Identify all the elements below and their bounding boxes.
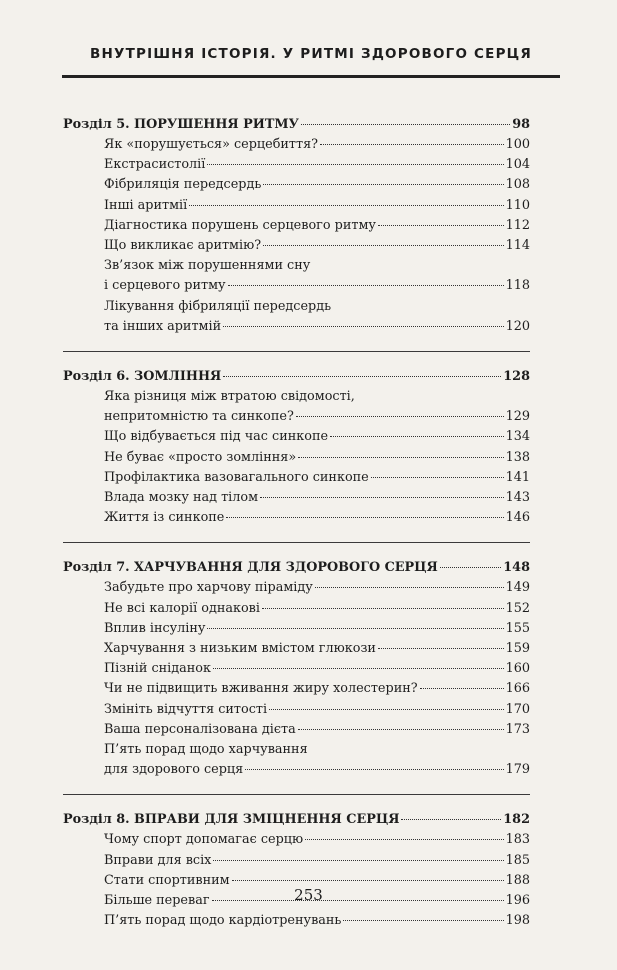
dot-leader [245,769,503,770]
chapter-divider [63,542,530,543]
toc-entry [63,488,530,508]
dot-leader [343,920,503,921]
toc-entry-title: Вплив інсуліну [104,620,206,636]
toc-entry [63,508,530,528]
toc-entry [63,700,530,720]
dot-leader [189,205,503,206]
toc-entry-page: 185 [505,852,530,868]
chapter-heading [63,366,530,387]
toc-entry [63,720,530,740]
toc-entry-title: Інші аритмії [104,197,188,213]
toc-entry-page: 128 [503,369,530,385]
toc-entry-title: Не буває «просто зомління» [104,449,297,465]
toc-entry [63,578,530,598]
toc-entry-title: Чи не підвищить вживання жиру холестерин? [104,681,418,697]
page-number: 253 [294,886,323,904]
dot-leader [298,457,503,458]
toc-entry-title: і серцевого ритму [104,278,226,294]
toc-entry-title: Стати спортивним [104,872,230,888]
running-header: ВНУТРІШНЯ ІСТОРІЯ. У РИТМІ ЗДОРОВОГО СЕРЦЯ [90,46,532,62]
toc-entry-page: 196 [505,893,530,909]
toc-entry-page: 141 [505,469,530,485]
toc-entry [63,619,530,639]
toc-entry-page: 129 [505,409,530,425]
toc-entry-title: Не всі калорії однакові [104,600,260,616]
dot-leader [305,839,503,840]
dot-leader [262,608,504,609]
dot-leader [207,164,503,165]
toc-entry-title-line1: П’ять порад щодо харчування [104,742,308,758]
toc-entry-page: 104 [505,157,530,173]
toc-entry-title: Що викликає аритмію? [104,238,262,254]
toc-entry-title: Більше переваг [104,893,210,909]
toc-entry-title: Фібриляція передсердь [104,177,262,193]
dot-leader [260,497,504,498]
toc-entry-page: 183 [505,832,530,848]
toc-entry-title: Ваша персоналізована дієта [104,721,296,737]
toc-entry-page: 198 [505,913,530,929]
dot-leader [371,477,504,478]
toc-entry-page: 120 [505,318,530,334]
chapter-divider [63,794,530,795]
toc-entry-title: для здорового серця [104,762,244,778]
toc-entry [63,851,530,871]
toc-entry-title: Розділ 6. ЗОМЛІННЯ [63,369,222,385]
toc-entry-page: 108 [505,177,530,193]
toc-entry-title: Профілактика вазовагального синкопе [104,469,369,485]
toc-entry-title: Чому спорт допомагає серцю [104,832,304,848]
toc-entry-title: Розділ 8. ВПРАВИ ДЛЯ ЗМІЦНЕННЯ СЕРЦЯ [63,812,400,828]
toc-entry-page: 170 [505,701,530,717]
toc-entry-title: Змініть відчуття ситості [104,701,268,717]
dot-leader [223,376,501,377]
dot-leader [213,860,503,861]
chapter-block [63,114,530,337]
toc-entry [63,468,530,488]
toc-entry-multiline [63,740,530,780]
toc-entry-title: П’ять порад щодо кардіотренувань [104,913,342,929]
toc-entry-title: Влада мозку над тілом [104,490,259,506]
toc-entry-title: Забудьте про харчову піраміду [104,580,313,596]
toc-entry-page: 159 [505,641,530,657]
toc-entry [63,175,530,195]
toc-entry [63,196,530,216]
dot-leader [301,124,510,125]
table-of-contents [63,114,530,946]
dot-leader [263,184,503,185]
toc-entry-page: 114 [505,238,530,254]
toc-entry-page: 138 [505,449,530,465]
toc-entry [63,830,530,850]
toc-entry-title: Життя із синкопе [104,510,225,526]
dot-leader [320,144,504,145]
toc-entry-page: 155 [505,620,530,636]
dot-leader [378,648,504,649]
toc-entry-title: Що відбувається під час синкопе [104,429,329,445]
toc-entry-page: 182 [503,812,530,828]
dot-leader [269,709,504,710]
toc-entry-title-line1: Яка різниця між втратою свідомості, [104,389,355,405]
toc-entry [63,427,530,447]
toc-entry [63,639,530,659]
toc-entry-page: 118 [505,278,530,294]
dot-leader [223,326,503,327]
toc-entry-page: 146 [505,510,530,526]
toc-entry [63,679,530,699]
dot-leader [207,628,503,629]
dot-leader [228,285,504,286]
toc-entry-page: 134 [505,429,530,445]
chapter-block [63,557,530,780]
dot-leader [263,245,503,246]
toc-entry-title: Діагностика порушень серцевого ритму [104,217,376,233]
dot-leader [420,688,504,689]
chapter-heading [63,557,530,578]
toc-entry-page: 179 [505,762,530,778]
toc-entry-title: Пізній сніданок [104,661,211,677]
toc-entry-page: 166 [505,681,530,697]
toc-entry-title: Розділ 7. ХАРЧУВАННЯ ДЛЯ ЗДОРОВОГО СЕРЦЯ [63,560,438,576]
toc-entry-page: 100 [505,137,530,152]
toc-entry-page: 149 [505,580,530,596]
toc-entry-page: 110 [505,197,530,213]
toc-entry [104,276,530,296]
toc-entry-page: 152 [505,600,530,616]
toc-entry [63,135,530,155]
toc-entry [104,760,530,780]
toc-entry [63,216,530,236]
toc-entry-title: Розділ 5. ПОРУШЕННЯ РИТМУ [63,117,299,132]
toc-entry-multiline [63,297,530,337]
dot-leader [213,668,504,669]
chapter-block [63,366,530,528]
toc-entry-page: 148 [503,560,530,576]
toc-entry-title: Як «порушується» серцебиття? [104,137,319,152]
toc-entry [63,599,530,619]
toc-entry-page: 143 [505,490,530,506]
toc-entry [63,236,530,256]
toc-entry-title: Харчування з низьким вмістом глюкози [104,641,376,657]
toc-entry-page: 188 [505,872,530,888]
chapter-divider [63,351,530,352]
chapter-heading [63,809,530,830]
chapter-heading [63,114,530,135]
dot-leader [330,436,503,437]
dot-leader [440,567,501,568]
toc-entry-page: 98 [512,117,530,132]
dot-leader [378,225,504,226]
toc-entry [104,407,530,427]
toc-entry [63,911,530,931]
dot-leader [232,880,504,881]
toc-entry [63,659,530,679]
toc-entry-page: 112 [505,217,530,233]
toc-entry-title: Вправи для всіх [104,852,212,868]
dot-leader [315,587,504,588]
dot-leader [298,729,504,730]
toc-entry-title: та інших аритмій [104,318,222,334]
dot-leader [401,819,501,820]
toc-entry-title: Екстрасистолії [104,157,206,173]
toc-entry [63,155,530,175]
dot-leader [226,517,503,518]
chapter-block [63,809,530,931]
toc-entry-multiline [63,256,530,296]
toc-entry [63,448,530,468]
toc-entry [104,317,530,337]
dot-leader [296,416,504,417]
toc-entry-title: непритомністю та синкопе? [104,409,294,425]
toc-entry-page: 173 [505,721,530,737]
toc-entry-title-line1: Зв’язок між порушеннями сну [104,258,311,274]
toc-entry-multiline [63,387,530,427]
toc-entry-title-line1: Лікування фібриляції передсердь [104,298,332,314]
header-rule [62,75,560,78]
toc-entry-page: 160 [505,661,530,677]
